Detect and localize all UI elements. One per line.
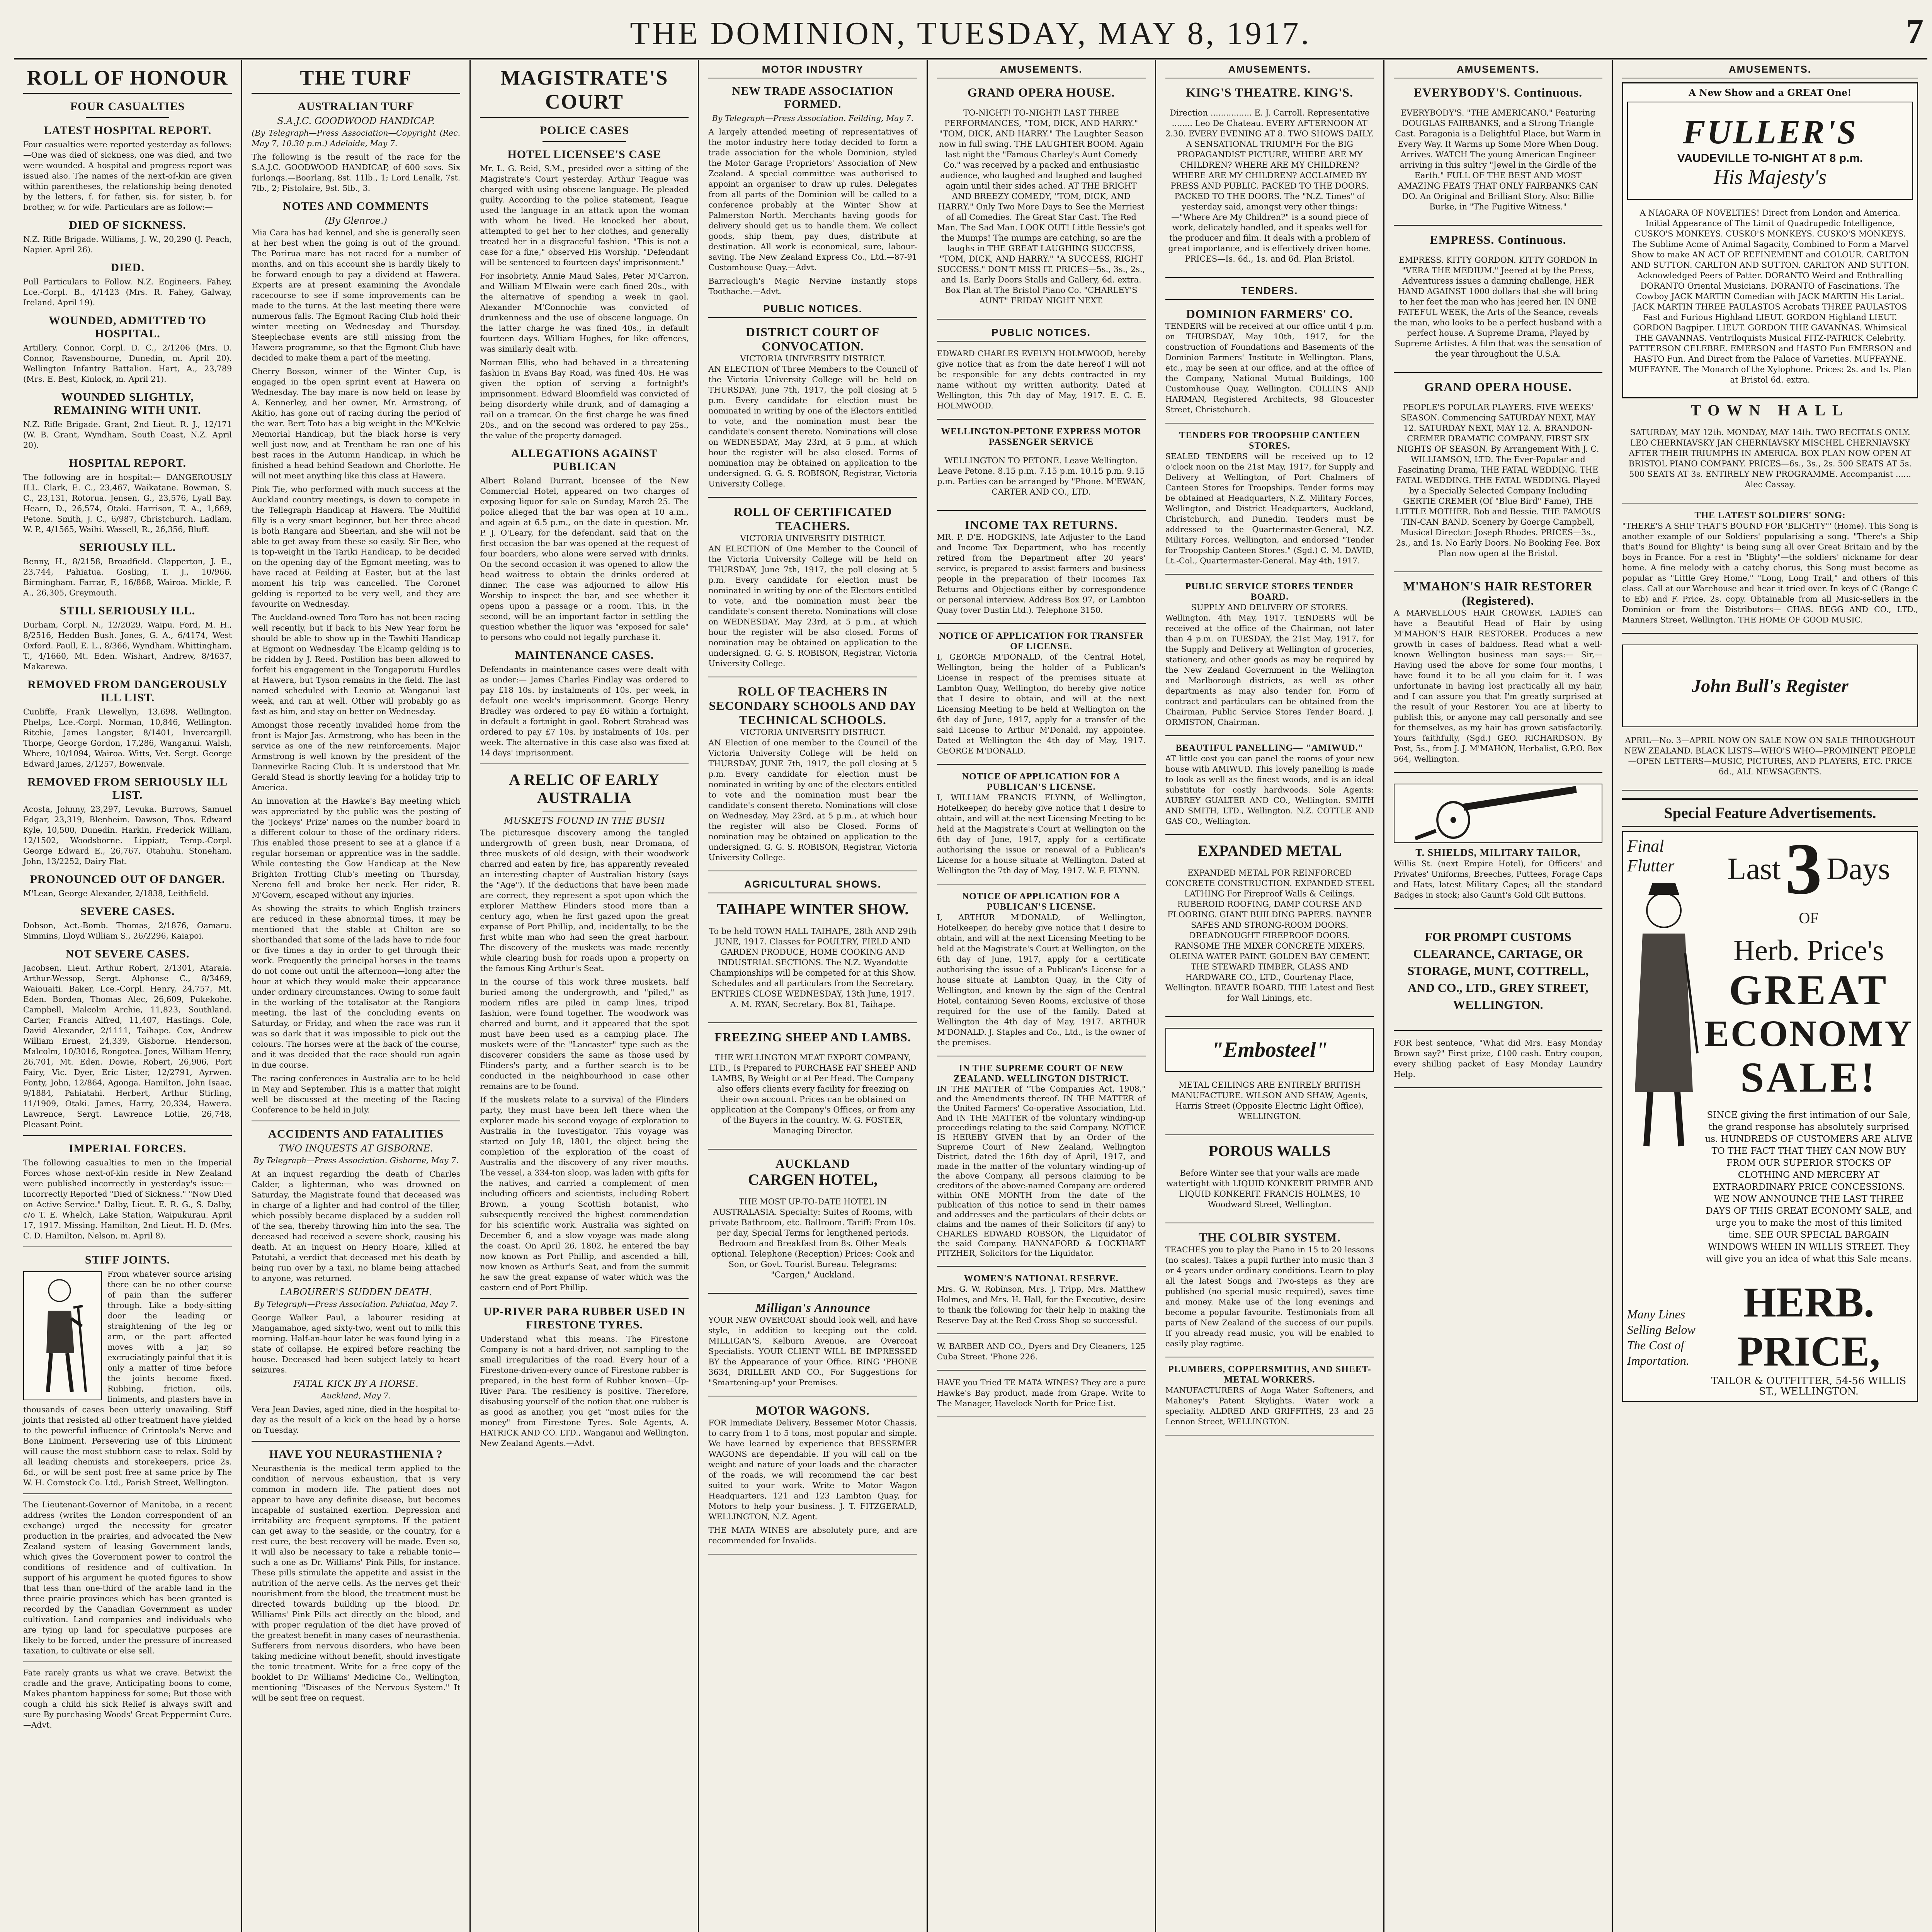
advert-title: EXPANDED METAL: [1197, 842, 1342, 859]
advert-text: AT little cost you can panel the rooms of your new house with AMIWUD. This lovely panelling is made to look as well as the finest woods, and is an ideal substitute for costly hardwoods. Sole Agents: AUBREY GUALTER AND CO., Wellington. SMITH AND SMITH, LTD., Wellington. N.Z. COTTLE AND GAS CO., Wellington.: [1165, 754, 1374, 826]
advert-income-tax: [937, 515, 1146, 624]
advert-text: Understand what this means. The Firestone Company is not a hard-driver, not sampling to the small irregularities of the road. Every hour of a Firestone-driven-every ounce of Firestone rubber is prepared, in the best form of Rubber known—Up-River Para. The resiliency is positive. Therefore, disabusing yourself of the notion that one rubber is as good as another, you get "most miles for the money" from Firestone Tyres. Sole Agents, A. HATRICK AND CO. LTD., Wanganui and Wellington, New Zealand Agents.—Advt.: [480, 1334, 689, 1448]
advert-plumbers: [1165, 1361, 1374, 1435]
advert-embosteel: [1165, 1021, 1374, 1135]
notice-secondary-teachers: [708, 681, 917, 871]
advert-text: EMPRESS. KITTY GORDON. KITTY GORDON In "VERA THE MEDIUM." Jeered at by the Press, Adventuress issues a damning challenge, HER HAND AGAINST 1000 dollars that she will bring to her feet the man who has jeered her. IN ONE FATEFUL WEEK, the Arts of the Seance, reveals the man, who looks to be a perfect husband with a perfect house. A Supreme Drama, Played by Supreme Artistes. A film that was the sensation of the year throughout the U.S.A.: [1394, 255, 1602, 359]
advert-text: Neurasthenia is the medical term applied to the condition of nervous exhaustion, that is very common in modern life. The patient does not appear to have any definite disease, but becomes incapable of sustained exertion. Depression and irritability are frequent symptoms. If the patient can get away to the seaside, or the country, for a rest cure, the best recovery will be made. Even so, it will also be necessary to take a reliable tonic—such a one as Dr. Williams' Pink Pills, for instance. These pills stimulate the appetite and assist in the nutrition of the nerve cells. As the nerves get their nourishment from the blood, the treatment must be directed towards building up the blood. Dr. Williams' Pink Pills act directly on the blood, and with proper regulation of the diet have proved of the greatest benefit in many cases of neurasthenia. Sufferers from nervous disorders, who have been taking medicine without benefit, should investigate the tonic treatment. Write for a free copy of the booklet to Dr. Williams' Medicine Co., Wellington, mentioning "Diseases of the Nervous System." It will be sent free on request.: [252, 1464, 461, 1702]
tender-title: DOMINION FARMERS' CO.: [1186, 307, 1353, 321]
herb-price-footer: [1627, 1278, 1913, 1397]
byline: (By Glenroe.): [325, 215, 388, 226]
article-text: A largely attended meeting of representatives of the motor industry here today decided to form a trade association for the whole Dominion, styled the Motor Garage Proprietors' Association of New Zealand. A special committee was authorised to appoint an organiser to draw up rules. Delegates from all parts of the Dominion will be called to a conference probably at the Winter Show at Palmerston North. Merchants having goods for delivery should get us to handle them. We collect goods, ship them, pay dues, distribute at destination. All work is economical, sure, labour-saving. The New Zealand Express Co., Ltd.—87-91 Customhouse Quay.—Advt.: [708, 127, 917, 272]
notice-holmwood: [937, 345, 1146, 420]
article-text: Albert Roland Durrant, licensee of the New Commercial Hotel, appeared on two charges of exposing liquor for sale on Sunday, March 25. The police alleged that the bar was open at 10 a.m., and again at 6.5 p.m., on the date in question. Mr. P. J. O'Leary, for the defendant, said that on the first occasion the bar was opened at the request of four boarders, who alone were served with drinks. On the second occasion it was opened to allow the head waitress to obtain the drinks ordered at dinner. The case was adjourned to allow His Worship to inspect the bar, and see whether it opens upon a passage or a room. This, in the second, will be an important factor in settling the question whether the liquor was "exposed for sale" to persons who could not legally purchase it.: [480, 476, 689, 642]
section-heading: PUBLIC NOTICES.: [937, 323, 1146, 342]
advert-text: EXPANDED METAL FOR REINFORCED CONCRETE CONSTRUCTION. EXPANDED STEEL LATHING For Fireproof Walls & Ceilings. RUBEROID ROOFING, DAMP COURSE AND FLOORING. GIANT BUILDING PAPERS. BAYNER SAFES AND STRONG-ROOM DOORS. DREADNOUGHT FIREPROOF DOORS. RANSOME THE MIXER CONCRETE MIXERS. OLEINA WATER PAINT. GOLDEN BAY CEMENT. THE STEWARD TIMBER, GLASS AND HARDWARE CO., LTD., Courtenay Place, Wellington. BEAVER BOARD. THE Latest and Best for Wall Linings, etc.: [1165, 868, 1374, 1003]
article-text: The following are in hospital:— DANGEROUSLY ILL. Clark, E. C., 23,467, Waikatane. Bowman, S. C., 23,131, Rotorua. Jensen, G., 23,576, Lyall Bay. Hearn, D., 26,574, Otaki. Harrison, T. A., 1,669, Petone. Smith, J. C., 6/987, Christchurch. Ladlam, W. P., 4/1565, Waihi. Wassell, R., 26,356, Bluff.: [23, 473, 232, 534]
section-heading: MAGISTRATE'S COURT: [480, 60, 689, 118]
subheading: FATAL KICK BY A HORSE.: [293, 1378, 418, 1389]
dateline: (By Telegraph—Press Association—Copyright (Rec. May 7, 10.30 p.m.) Adelaide, May 7.: [252, 128, 461, 148]
headline: A RELIC OF EARLY AUSTRALIA: [509, 771, 660, 806]
advert-taihape-show: [708, 897, 917, 1023]
advert-porous-walls: [1165, 1139, 1374, 1223]
notice-teachers: [708, 502, 917, 677]
masthead: [14, 0, 1927, 60]
notice-text: I, ARTHUR M'DONALD, of Wellington, Hotelkeeper, do hereby give notice that I desire to obtain, and will at the next Licensing Meeting to be held at the Magistrate's Court at Wellington, on the 6th day of June, 1917, apply for a certificate authorising the issue of a Publican's License for a house situate at Lambton Quay, in the City of Wellington, and known by the sign of the Central Hotel, containing Seven Rooms, exclusive of those required for the use of the family. Dated at Wellington the 4th day of May, 1917. ARTHUR M'DONALD. J. Staples and Co., Ltd., is the owner of the premises.: [937, 913, 1146, 1047]
headline: FOUR CASUALTIES: [70, 100, 185, 113]
advert-text: HAVE you Tried TE MATA WINES? They are a pure Hawke's Bay product, made from Grape. Write to The Manager, Havelock North for Price List.: [937, 1378, 1146, 1408]
article-text: Four casualties were reported yesterday as follows:—One was died of sickness, one was died, and two were wounded. A hospital and progress report was issued also. The names of the next-of-kin are given within parentheses, the relationship being denoted by the letters, f. for father, sis. for sister, b. for brother, w. for wife. Particulars are as follow:—: [23, 140, 232, 212]
advert-title: GRAND OPERA HOUSE.: [967, 85, 1115, 99]
notice-title: ROLL OF TEACHERS IN SECONDARY SCHOOLS AND DAY TECHNICAL SCHOOLS.: [709, 684, 917, 727]
section-heading: MOTOR INDUSTRY: [708, 60, 917, 78]
advert-text: YOUR NEW OVERCOAT should look well, and have style, in addition to keeping out the cold. MILLIGAN'S, Kelburn Avenue, are Overcoat Specialists. YOUR CLIENT WILL BE IMPRESSED BY the Appearance of your Office. RING 'PHONE 3634, DRILLER AND CO., For Suggestions for "Smartening-up" your Premises.: [708, 1315, 917, 1387]
advert-text: THE WELLINGTON MEAT EXPORT COMPANY, LTD., Is Prepared to PURCHASE FAT SHEEP AND LAMBS, By Weight or at Per Head. The Company also offers clients every facility for freezing on their own account. Prices can be obtained on application at the Company's Offices, or from any of the Buyers in the country. W. G. FOSTER, Managing Director.: [709, 1053, 917, 1135]
advert-herb-price: [1622, 828, 1918, 1402]
tender-text: TENDERS will be received at our office until 4 p.m. on THURSDAY, May 10th, 1917, for the construction of Foundations and Basements of the Dominion Farmers' Institute in Wellington. Plans, etc., may be seen at our office, and at the office of the Company, National Mutual Buildings, 100 Customhouse Quay, Wellington. COLLINS AND HARMAN, Registered Architects, 98 Gloucester Street, Christchurch.: [1165, 321, 1374, 414]
notice-text: AN ELECTION of Three Members to the Council of the Victoria University College will be held on THURSDAY, June 7th, 1917, the poll closing at 5 p.m. Every candidate for election must be nominated in writing by one of the Electors entitled to vote, and the nomination must bear the candidate's consent thereto. Nominations will close on WEDNESDAY, May 23rd, at 5 p.m., at which hour the register will be also closed. Forms of nomination may be obtained on application to the undersigned. G. G. S. ROBISON, Registrar, Victoria University College.: [708, 364, 917, 488]
headline: AUSTRALIAN TURF: [298, 100, 415, 113]
page-number: 7: [1906, 12, 1923, 51]
article-text: As showing the straits to which English trainers are reduced in these abnormal times, it may be mentioned that the stable at Chilton are so shorthanded that some of the lads have to ride four or five times a day in order to get through their work. Frequently the principal horses in the teams do not come out until the afternoon—long after the hour at which they would make their appearance under ordinary circumstances. Owing to some fault in the working of the totalisator at the Rangiora meeting, the last of the concluding events on Saturday, or Friday, and when the race was run it was so dark that it was impossible to pick out the colours. The horses were at the back of the course, and it was decided that the race should run again in due course.: [252, 904, 461, 1070]
advert-everybodys: [1394, 82, 1602, 226]
notice-title: NOTICE OF APPLICATION FOR TRANSFER OF LICENSE.: [939, 631, 1144, 651]
advert-john-bulls-register: [1622, 638, 1918, 791]
tender-title: PUBLIC SERVICE STORES TENDER BOARD.: [1185, 582, 1354, 602]
article-text: The racing conferences in Australia are to be held in May and September. This is a matter that might well be discussed at the meeting of the Racing Conference to be held in July.: [252, 1074, 461, 1114]
field-gun-illustration: [1394, 784, 1602, 843]
advert-text: From whatever source arising there can be no other course of pain than the sufferer through. Like a body-sitting door the leading or straightening of the leg or arm, or the part affected moves with a jar, so excruciatingly painful that it is only a matter of time before the joints become fixed. Rubbing, friction, oils, liniments, and plasters have in thousands of cases been utterly unavailing. Stiff joints that resisted all other treatment have yielded to the powerful influence of Crintoola's Nerve and Bone Liniment. Persevering use of this Liniment will cause the most stubborn case to relax. Sold by all leading chemists and storekeepers, price 2s. 6d., or will be sent post free at same price by The W. H. Comstock Co. Ltd., Parish Street, Wellington.: [23, 1269, 232, 1487]
tender-text: SEALED TENDERS will be received up to 12 o'clock noon on the 21st May, 1917, for Supply and Delivery at Wellington, of Port Chalmers of Canteen Stores for Troopships. Tender forms may be obtained at Headquarters, N.Z. Military Forces, Wellington, and District Headquarters, Auckland, Christchurch, and Dunedin. Tenders must be addressed to the Quartermaster-General, N.Z. Military Forces, Wellington, and endorsed "Tender for Troopship Canteen Stores." (Sgd.) C. M. DAVID, Lt.-Col., Quartermaster-General. May 4th, 1917.: [1165, 452, 1374, 565]
column-motor-and-notices: [699, 60, 927, 1932]
advert-title: WELLINGTON-PETONE EXPRESS MOTOR PASSENGER SERVICE: [941, 427, 1142, 447]
headline: STIFF JOINTS.: [85, 1253, 170, 1266]
article-text: Amongst those recently invalided home from the front is Major Jas. Armstrong, who has been in the service as one of the new reinforcements. Major Armstrong is well known by the president of the Dannevirke Racing Club. It is understood that Mr. Gerald Stead is shortly leaving for a holiday trip to America.: [252, 720, 461, 792]
article-text: An innovation at the Hawke's Bay meeting which was appreciated by the public was the posting of the 'Jockeys' Prize' names on the number board in a different colour to those of the ordinary riders. This enabled those present to see at a glance if a regular horseman or apprentice was in the saddle. While contesting the Gow Handicap at the New Brighton Trotting Club's meeting on Thursday, Nereno fell and broke her neck. Her rider, R. M'Govern, escaped without any injuries.: [252, 796, 461, 900]
advert-shields-tailor: [1394, 777, 1602, 909]
divider: [23, 1493, 232, 1494]
three-label: 3: [1785, 828, 1822, 910]
advert-text: TO-NIGHT! TO-NIGHT! LAST THREE PERFORMANCES, "TOM, DICK, AND HARRY." "TOM, DICK, AND HARRY." The Laughter Season now in full swing. THE LAUGHTER BOOM. Again last night the "Famous Charley's Aunt Comedy Co." was received by a packed and enthusiastic audience, who laughed and laughed and laughed again until their sides ached. AT THE BRIGHT AND BREEZY COMEDY, "TOM, DICK, AND HARRY." Only Two More Days to See the Merriest of all Comedies. The Great Star Cast. The Red Man. The Sad Man. LOOK OUT! Little Bessie's got the Mumps! The mumps are catching, so are the laughs in THE GREAT LAUGHING SUCCESS, "TOM, DICK, AND HARRY." "A SUCCESS, RIGHT SUCCESS." DON'T MISS IT. PRICES—5s., 3s., 2s., and 1s. Early Doors Stalls and Gallery, 6d. extra. Box Plan at The Bristol Piano Co. "CHARLEY'S AUNT" FRIDAY NIGHT NEXT.: [937, 108, 1146, 305]
notice-license-transfer: [937, 628, 1146, 765]
days-label: Days: [1827, 852, 1890, 886]
advert-title: AUCKLAND: [776, 1156, 850, 1170]
advert-fullers-vaudeville: [1622, 82, 1918, 398]
herb-price-title: HERB. PRICE,: [1737, 1279, 1880, 1375]
subheading: REMOVED FROM DANGEROUSLY ILL LIST.: [27, 678, 228, 704]
section-heading: AMUSEMENTS.: [1165, 60, 1374, 78]
tender-title: TENDERS FOR TROOPSHIP CANTEEN STORES.: [1179, 430, 1360, 451]
subheading: PRONOUNCED OUT OF DANGER.: [30, 873, 225, 886]
advert-text: APRIL—No. 3—APRIL NOW ON SALE NOW ON SALE THROUGHOUT NEW ZEALAND. BLACK LISTS—WHO'S WHO—PROMINENT PEOPLE—OPEN LETTERS—MUSIC, PICTURES, AND PLAYERS, ETC. PRICE 6d., ALL NEWSAGENTS.: [1624, 736, 1916, 776]
advert-text: EVERYBODY'S. "THE AMERICANO," Featuring DOUGLAS FAIRBANKS, and a Strong Triangle Cast. Paragonia is a Delightful Place, but Warm in Every Way. It Warms up Some More When Doug. Arrives. WATCH The young American Engineer arriving in this sultry "Jewel in the Girdle of the Earth." FULL OF THE BEST AND MOST AMAZING FEATS THAT ONLY FAIRBANKS CAN DO. An Original and Brilliant Story. Also: Billie Burke, in "The Fugitive Witness.": [1395, 108, 1601, 211]
advert-hair-restorer: [1394, 576, 1602, 773]
advert-title: POROUS WALLS: [1208, 1142, 1331, 1160]
notice-text: Mrs. G. W. Robinson, Mrs. J. Tripp, Mrs. Matthew Holmes, and Mrs. H. Hall, for the Executive, desire to thank the following for their help in making the Reserve Day at the Red Cross Shop so successful.: [937, 1284, 1146, 1325]
advert-soldiers-song: [1622, 507, 1918, 634]
divider: [23, 1135, 232, 1136]
herb-price-name: Herb. Price's: [1733, 934, 1884, 967]
article-text: Norman Ellis, who had behaved in a threatening fashion in Evans Bay Road, was fined 40s. He was given the option of serving a fortnight's imprisonment. Edward Bloomfield was convicted of being disorderly while drunk, and of damaging a rail on a tramcar. On the first charge he was fined 20s., and on the second was ordered to pay 25s., the value of the property damaged.: [480, 358, 689, 440]
advert-title: "Embosteel": [1211, 1038, 1328, 1062]
john-bull-illustration: [1622, 645, 1918, 727]
advert-cargen-hotel: [708, 1153, 917, 1294]
headline: LATEST HOSPITAL REPORT.: [44, 124, 212, 137]
column-magistrates-court: [471, 60, 699, 1932]
advert-title: GRAND OPERA HOUSE.: [1424, 380, 1572, 394]
subheading: SEVERE CASES.: [80, 905, 175, 918]
article-text: The picturesque discovery among the tangled undergrowth of green bush, near Dromana, of three muskets of old design, with their woodwork charred and eaten by fire, has apparently revealed an interesting chapter of Australian history (says the "Age"). If the deductions that have been made are correct, they represent a spot upon which the explorer Matthew Flinders stood more than a century ago, when he first gazed upon the great expanse of Port Phillip, and, incidentally, to be the first white man who had seen the great harbour. The discovery of the muskets was made recently while clearing bush for roads upon a property on the famous King Arthur's Seat.: [480, 828, 689, 973]
section-heading: TENDERS.: [1165, 282, 1374, 300]
notice-subtitle: VICTORIA UNIVERSITY DISTRICT.: [740, 534, 886, 543]
article-text: Vera Jean Davies, aged nine, died in the hospital to-day as the result of a kick on the head by a horse on Tuesday.: [252, 1405, 461, 1435]
advert-title: FREEZING SHEEP AND LAMBS.: [714, 1030, 911, 1044]
advert-title: INCOME TAX RETURNS.: [964, 518, 1118, 532]
subheading: WOUNDED, ADMITTED TO HOSPITAL.: [49, 314, 207, 340]
article-text: For insobriety, Annie Maud Sales, Peter M'Carron, and William M'Elwain were each fined 20s., with the alternative of spending a week in gaol. Alexander M'Connochie was convicted of drunkenness and the use of obscene language. On the latter charge he was fined 40s., in default fourteen days. William Hughes, for like offences, was similarly dealt with.: [480, 271, 689, 354]
advert-motor-wagons: [708, 1400, 917, 1554]
subheading: NOT SEVERE CASES.: [65, 947, 190, 960]
article-text: N.Z. Rifle Brigade. Grant, 2nd Lieut. R. J., 12/171 (W. B. Grant, Wyndham, South Coast, N.Z. April 20).: [23, 420, 232, 450]
column-amusements-2: [1156, 60, 1384, 1932]
column-amusements-3: [1384, 60, 1613, 1932]
column-amusements-4: [1613, 60, 1927, 1932]
section-heading: AMUSEMENTS.: [937, 60, 1146, 78]
advert-text: Before Winter see that your walls are made watertight with LIQUID KONKERIT PRIMER AND LIQUID KONKERIT. FRANCIS HOLMES, 10 Woodward Street, Wellington.: [1166, 1168, 1373, 1209]
advert-text: W. BARBER AND CO., Dyers and Dry Cleaners, 125 Cuba Street. 'Phone 226.: [937, 1342, 1146, 1361]
advert-text: PEOPLE'S POPULAR PLAYERS. FIVE WEEKS' SEASON. Commencing SATURDAY NEXT, MAY 12. SATURDAY NEXT, MAY 12. A. BRANDON-CREMER DRAMATIC COMPANY. FIRST SIX NIGHTS OF SEASON. By Arrangement With J. C. WILLIAMSON, LTD. The Ever-Popular and Fascinating Drama, THE FATAL WEDDING. THE FATAL WEDDING. THE FATAL WEDDING. Played by a Specially Selected Company Including GERTIE CREMER (Of "Blue Bird" Fame), THE LITTLE MOTHER. Bob and Bessie. THE FAMOUS TIN-CAN BAND. Scenery by Goerge Campbell, Musical Director: Joseph Rhodes. PRICES—3s., 2s., and 1s. No Early Doors. No Booking Fee. Box Plan now open at the Bristol.: [1395, 403, 1601, 558]
advert-text: TAILOR & OUTFITTER, 54-56 WILLIS ST., WELLINGTON.: [1711, 1375, 1906, 1397]
of-label: OF: [1799, 909, 1819, 927]
article-text: Artillery. Connor, Corpl. D. C., 2/1206 (Mrs. D. Connor, Ravensbourne, Dunedin, m. April 20). Wellington Infantry Battalion. Hart, A., 23,789 (Mrs. E. Best, Kinlock, m. April 21).: [23, 343, 232, 384]
advert-title: THE LATEST SOLDIERS' SONG:: [1694, 510, 1846, 520]
notice-text: AN ELECTION of One Member to the Council of the Victoria University College will be held on THURSDAY, June 7th, 1917, the poll closing at 5 p.m. Every candidate for election must be nominated in writing by one of the Electors entitled to vote, and the nomination must bear the candidate's consent thereto. Nominations will close on WEDNESDAY, May 23rd, at 5 p.m., at which hour the register will be also closed. Forms of nomination may be obtained on application to the undersigned. G. G. S. ROBISON, Registrar, Victoria University College.: [708, 544, 917, 668]
article-text: Pull Particulars to Follow. N.Z. Engineers. Fahey, Lce.-Corpl. B., 4/1423 (Mrs. R. Fahey, Galway, Ireland. April 19).: [23, 277, 232, 307]
article-text: Cunliffe, Frank Llewellyn, 13,698, Wellington. Phelps, Lce.-Corpl. Norman, 10,846, Wellington. Ritchie, James Langster, 8/1401, Invercargill. Thorpe, George Gordon, 17,286, Wanganui. Walsh, Where, 10/1094, Wairoa. Witts, Vet. Sergt. George Edward James, 2/1257, Bowenvale.: [23, 707, 232, 769]
advert-title: CARGEN HOTEL,: [748, 1171, 878, 1188]
embosteel-logo: [1165, 1028, 1374, 1072]
notice-text: I, WILLIAM FRANCIS FLYNN, of Wellington, Hotelkeeper, do hereby give notice that I desire to obtain, and will at the next Licensing Meeting to be held at the Magistrate's Court at Wellington on the 6th day of June, 1917, apply for a certificate authorising the issue or renewal of a Publican's License for a house situate at Wellington. Dated at Wellington the 7th day of May, 1917. W. F. FLYNN.: [937, 793, 1146, 875]
advert-text: THE MATA WINES are absolutely pure, and are recommended for Invalids.: [708, 1526, 917, 1545]
advert-text: FOR best sentence, "What did Mrs. Easy Monday Brown say?" First prize, £100 cash. Entry coupon, every shilling packet of Easy Monday Laundry Help.: [1393, 1038, 1602, 1079]
advert-cherniavsky: [1622, 398, 1918, 503]
notice-title: WOMEN'S NATIONAL RESERVE.: [964, 1274, 1119, 1284]
advert-text: A MARVELLOUS HAIR GROWER. LADIES can have a Beautiful Head of Hair by using M'MAHON'S HAIR RESTORER. Produces a new growth in cases of baldness. Read what a well-known Wellington business man says:— Sir,—Having used the above for some four months, I have found it to be all you claim for it. I was unfortunate in having lost practically all my hair, and I can assure you that I'm greatly surprised at the result of your Restorer. You are at liberty to publish this, or anyone may call personally and see for themselves, as my hair has grown satisfactorily. Yours faithfully, (Sgd.) GEO. RICHARDSON. By Post, 5s., from J. J. M'MAHON, Herbalist, G.P.O. Box 564, Wellington.: [1393, 608, 1602, 764]
headline: NEW TRADE ASSOCIATION FORMED.: [732, 85, 894, 111]
dateline: By Telegraph—Press Association. Feilding, May 7.: [712, 114, 914, 123]
last-three-days: [1704, 828, 1913, 910]
notice-text: AN Election of one member to the Council of the Victoria University College will be held on THURSDAY, JUNE 7th, 1917, the poll closing at 5 p.m. Every candidate for election must be nominated in writing by one of the electors entitled to vote and the nomination must bear the candidate's consent thereto. Nominations will close on Wednesday, May 23rd, at 5 p.m., at which hour the register will also be Closed. Forms of nomination may be obtained on application to the undersigned. G. G. S. ROBISON, Registrar, Victoria University College.: [708, 738, 917, 862]
advert-title: BEAUTIFUL PANELLING— "AMIWUD.": [1175, 743, 1364, 753]
notice-title: ROLL OF CERTIFICATED TEACHERS.: [733, 505, 892, 533]
section-heading: THE TURF: [252, 60, 460, 94]
divider: [252, 1441, 460, 1442]
advert-easy-monday: [1394, 1035, 1602, 1088]
article-text: Defendants in maintenance cases were dealt with as under:— James Charles Findlay was ordered to pay £18 10s. by instalments of 10s. per week, in default one week's imprisonment. George Henry Bradley was ordered to pay £6 within a fortnight, in default a fortnight in gaol. Robert Strahead was ordered to pay £7 10s. by instalments of 10s. per week. The alternative in this case also was fixed at 14 days' imprisonment.: [480, 665, 689, 757]
dateline: Auckland, May 7.: [321, 1391, 391, 1400]
column-the-turf: [242, 60, 471, 1932]
advert-text: SATURDAY, MAY 12th. MONDAY, MAY 14th. TWO RECITALS ONLY. LEO CHERNIAVSKY JAN CHERNIAVSKY MISCHEL CHERNIAVSKY AFTER THEIR TRIUMPHS IN AMERICA. BOX PLAN NOW OPEN AT BRISTOL PIANO COMPANY. PRICES—6s., 3s., 2s. 500 SEATS AT 5s. 500 SEATS AT 3s. ENTIRELY NEW PROGRAMME. Accompanist ...... Alec Cassay.: [1628, 428, 1912, 489]
advert-text: TEACHES you to play the Piano in 15 to 20 lessons (no scales). Takes a pupil further into music than 3 or 4 years under ordinary conditions. Learn to play all the latest Songs and Two-steps as they are published (no special music required), saves time and money. Make use of the long evenings and become a popular favourite. Testimonials from all parts of New Zealand of the success of our pupils. If you already read music, you will be enabled to easily play ragtime.: [1165, 1245, 1374, 1348]
divider: [480, 1298, 689, 1299]
article-text: If the muskets relate to a survival of the Flinders party, they must have been left there when the explorer made his second voyage of exploration to Australia in the Investigator. This voyage was started on July 18, 1801, the object being the completion of the exploration of the coast of Australia and the discovery of any river mouths. The vessel, a 334-ton sloop, was laden with gifts for the natives, and carried a complement of men including officers and scientists, including Robert Brown, a young Scottish botanist, who subsequently received the highest commendation for his scientific work. Australia was sighted on December 6, and a slow voyage was made along the coast. On April 26, 1802, he entered the bay now known as Port Phillip, and ascended a hill, now known as Arthur's Seat, and from the summit he saw the great expanse of water which was the eastern end of Port Phillip.: [480, 1095, 689, 1292]
section-heading: ROLL OF HONOUR: [23, 60, 232, 94]
dateline: By Telegraph—Press Association. Pahiatua, May 7.: [254, 1299, 458, 1309]
section-heading: AMUSEMENTS.: [1394, 60, 1602, 78]
tender-text: Wellington, 4th May, 1917. TENDERS will be received at the office of the Chairman, not later than 4 p.m. on TUESDAY, the 21st May, 1917, for the Supply and Delivery at Wellington of groceries, stationery, and other goods as may be required by the New Zealand Government in the Wellington and Marlborough districts, as well as other departments as may also tender for. Form of contract and particulars can be obtained from the Chairman, Public Service Stores Tender Board. J. ORMISTON, Chairman.: [1165, 613, 1374, 727]
advert-text: FOR Immediate Delivery, Bessemer Motor Chassis, to carry from 1 to 5 tons, most popular and simple. We have learned by experience that BESSEMER WAGONS are dependable. If you will call on the weight and nature of your loads and the character of the roads, we will recommend the car best suited to your work. Write to Motor Wagon Headquarters, 121 and 123 Lambton Quay, for Motors to help your business. J. T. FITZGERALD, WELLINGTON, N.Z. Agent.: [708, 1418, 917, 1521]
notice-title: IN THE SUPREME COURT OF NEW ZEALAND. WELLINGTON DISTRICT.: [954, 1063, 1129, 1084]
notice-subtitle: VICTORIA UNIVERSITY DISTRICT.: [740, 728, 886, 737]
section-heading: AMUSEMENTS.: [1622, 60, 1918, 78]
notice-title: NOTICE OF APPLICATION FOR A PUBLICAN'S LICENSE.: [962, 772, 1121, 792]
advert-barber: [937, 1338, 1146, 1371]
advert-colbir: [1165, 1227, 1374, 1357]
notice-subtitle: VICTORIA UNIVERSITY DISTRICT.: [740, 354, 886, 363]
advert-text: MR. P. D'E. HODGKINS, late Adjuster to the Land and Income Tax Department, who has recently retired from the Department after 20 years' service, is prepared to assist farmers and business people in the preparation of their Incomes Tax Returns and Objections either by correspondence or personal interview. Address Box 97, or Lambton Quay (over Dustin Ltd.). Telephone 3150.: [937, 532, 1146, 615]
subheading: SERIOUSLY ILL.: [79, 541, 176, 554]
advert-title: MOTOR WAGONS.: [756, 1403, 870, 1417]
sale-label: SALE!: [1740, 1054, 1877, 1101]
subheading: MUSKETS FOUND IN THE BUSH: [504, 815, 665, 826]
advert-text: Willis St. (next Empire Hotel), for Officers' and Privates' Uniforms, Breeches, Puttees, Forage Caps and Hats, latest Military Capes; all the standard Badges in stock; also Gaunt's Gold Gilt Buttons.: [1393, 859, 1602, 900]
headline: IMPERIAL FORCES.: [68, 1142, 187, 1155]
subheading: DIED OF SICKNESS.: [69, 219, 186, 231]
headline: HAVE YOU NEURASTHENIA ?: [269, 1448, 443, 1461]
herb-price-address: [1704, 1278, 1913, 1397]
advert-title: His Majesty's: [1713, 165, 1827, 189]
tender-troopship: [1165, 427, 1374, 575]
special-feature-heading: Special Feature Advertisements.: [1622, 798, 1918, 827]
advert-empress: [1394, 230, 1602, 373]
advert-text: A New Show and a GREAT One!: [1689, 87, 1852, 98]
advert-customs-clearance: [1394, 913, 1602, 1031]
article-text: The following casualties to men in the Imperial Forces whose next-of-kin reside in New Zealand were published incorrectly in yesterday's issue:— Incorrectly Reported "Died of Sickness." "Now Died on Active Service." Dalby, Lieut. E. R. G., S. Dalby, c/o T. E. Whelch, Lake Station, Waipukurau. April 17, 1917. Missing. Hamilton, 2nd Lieut. H. D. (Mrs. C. D. Hamilton, Nelson, m. April 8).: [23, 1158, 232, 1240]
advert-title: FULLER'S: [1682, 113, 1858, 151]
article-text: Jacobsen, Lieut. Arthur Robert, 2/1301, Ataraia. Arthur-Wessop, Sergt. Alphonse C., 8/3469, Waiouaiti. Baker, Lce.-Corpl. Henry, 24,757, Mt. Eden. Borden, Thomas Alec, 26,609, Pukekohe. Campbell, Malcolm Archie, 11,823, Southland. Carter, Francis Alfred, 11,407, Hastings. Cole, David Alexander, 2/1111, Taihape. Cox, Andrew William Ernest, 24,339, Gisborne. Henderson, Malcolm, 10/3016, Rongotea. Jones, William Henry, 26,701, Mt. Eden. Dowie, Robert, 26,906, Port Fairy, Vic. Dyer, Eric Lister, 12/2791, Ayrwen. Fonty, John, 12/864, Agonga. Hamilton, John Isaac, 9/1884, Pahiatahi. Herbert, Arthur Stirling, 11/1909, Otaki. James, Harry, 20,334, Hawera. Lawrence, Sergt. Lawrence Lotiie, 26,748, Pleasant Point.: [23, 963, 232, 1129]
many-lines-text: Many Lines Selling Below The Cost of Importation.: [1627, 1307, 1696, 1367]
advert-text: A NIAGARA OF NOVELTIES! Direct from London and America. Initial Appearance of The Limit of Quadrupedic Intelligence, CUSKO'S MONKEYS. CUSKO'S MONKEYS. CUSKO'S MONKEYS. The Sublime Acme of Animal Sagacity, Combined to Form a Marvel Show to make AN ACT OF REFINEMENT and COLOUR. CARLTON AND SUTTON. CARLTON AND SUTTON. CARLTON AND SUTTON. Acknowledged Peers of Patter. DORANTO Weird and Enthralling DORANTO Oriental Musicians. DORANTO of Fascinations. The Cowboy JACK MARTIN Comedian with JACK MARTIN His Lariat. JACK MARTIN THREE PAULASTOS Acrobats THREE PAULASTOS Fast and Furious Highland LIEUT. GORDON Highland LIEUT. GORDON Bagpiper. LIEUT. GORDON THE GAVANNAS. Whimsical THE GAVANNAS. Ventriloquists Musical FITZ-PATRICK Celebrity. PATTERSON CELEBRE. EMERSON and HASTO Fun EMERSON and HASTO Fun. And Direct from the Palace of Varieties. MUFFAYNE. MUFFAYNE. The Monarch of the Xylophone. Prices: 2s. and 1s. Plan at Bristol 6d. extra.: [1628, 208, 1912, 384]
notice-womens-reserve: [937, 1270, 1146, 1334]
advert-text: "THERE'S A SHIP THAT'S BOUND FOR 'BLIGHTY'" (Home). This Song is another example of our Soldiers' popularising a song. "There's a Ship that's Bound for Blighty" is being sung all over Great Britain and by the boys in France. For a rest in "Blighty"—the soldiers' nickname for dear home. A fine melody with a catchy chorus, this Song must become as popular as "Little Grey Home," "Long, Long Trail," and others of this class. Call at our Warehouse and hear it tried over. In keys of C (Range C to Eb) and F. Price, 2s. copy. Obtainable from all Music-sellers in the Dominion or from the Distributors— CHAS. BEGG AND CO., LTD., Manners Street, Wellington. THE HOME OF GOOD MUSIC.: [1622, 521, 1918, 624]
advert-title: EVERYBODY'S. Continuous.: [1413, 85, 1583, 99]
article-text: The Lieutenant-Governor of Manitoba, in a recent address (writes the London correspondent of an exchange) urged the necessity for greater production in the prairies, and advocated the New Zealand system of leasing Government lands, which gives the Government power to control the conditions of residence and of cultivation. In support of his argument he quoted figures to show that less than one-third of the arable land in the three prairie provinces which has been granted is recorded by the Canadian Government as under cultivation. Land companies and individuals who are tying up land for speculative purposes are likely to be forced, under the pressure of increased taxation, to cultivate or else sell.: [23, 1500, 232, 1655]
divider: [86, 117, 169, 118]
headline: ACCIDENTS AND FATALITIES: [268, 1128, 444, 1140]
subheading: STILL SERIOUSLY ILL.: [60, 604, 196, 617]
notice-text: EDWARD CHARLES EVELYN HOLMWOOD, hereby give notice that as from the date hereof I will not be responsible for any debts contracted in my name without my written authority. Dated at Wellington, this 7th day of May, 1917. E. C. E. HOLMWOOD.: [937, 349, 1146, 410]
economy-label: ECONOMY: [1704, 1013, 1913, 1054]
gentleman-figure-illustration: [1627, 876, 1701, 1154]
advert-text: METAL CEILINGS ARE ENTIRELY BRITISH MANUFACTURE. WILSON AND SHAW, Agents, Harris Street (Opposite Electric Light Office), WELLINGTON.: [1171, 1080, 1368, 1121]
headline: UP-RIVER PARA RUBBER USED IN FIRESTONE TYRES.: [483, 1305, 685, 1331]
herb-price-top: [1627, 828, 1913, 1274]
fullers-logo: [1627, 102, 1913, 200]
advert-title: EMPRESS. Continuous.: [1430, 233, 1566, 247]
advert-title: PLUMBERS, COPPERSMITHS, AND SHEET-METAL WORKERS.: [1168, 1364, 1371, 1385]
advert-amiwud: [1165, 740, 1374, 835]
advert-title: TOWN HALL: [1690, 401, 1850, 419]
advert-kings-theatre: [1165, 82, 1374, 278]
advert-title: Milligan's Announce: [755, 1301, 871, 1315]
advert-title: T. SHIELDS, MILITARY TAILOR,: [1415, 847, 1581, 858]
advert-title: THE COLBIR SYSTEM.: [1199, 1230, 1341, 1244]
article-text: At an inquest regarding the death of Charles Calder, a lighterman, who was drowned on Saturday, the Magistrate found that deceased was in charge of a lighter and had control of the tiller, which possibly became displaced by a sudden roll of the sea, thereby throwing him into the sea. The deceased had received a severe shock, causing his death. At an inquest on Henry Hoare, killed at Patutahi, a verdict that deceased met his death by being run over by a taxi, no blame being attached to anyone, was returned.: [252, 1169, 461, 1283]
article-text: In the course of this work three muskets, half buried among the undergrowth, and "piled," as modern rifles are piled in camp lines, tripod fashion, were found together. The woodwork was charred and burnt, and it appeared that the spot must have been used as a camping place. The muskets were of the "Lancaster" type such as the discoverer considers the same as those used by Flinders's party, and a further search is to be conducted in the neighbourhood in case other remains are to be found.: [480, 977, 689, 1091]
notice-license-mdonald: [937, 888, 1146, 1056]
section-heading: AGRICULTURAL SHOWS.: [708, 875, 917, 893]
notice-title: DISTRICT COURT OF CONVOCATION.: [746, 325, 880, 353]
great-label: GREAT: [1729, 966, 1889, 1014]
notice-license-flynn: [937, 769, 1146, 884]
last-label: Last: [1727, 852, 1781, 886]
subheading: ALLEGATIONS AGAINST PUBLICAN: [511, 447, 658, 473]
subheading: HOSPITAL REPORT.: [69, 457, 187, 469]
advert-text: To be held TOWN HALL TAIHAPE, 28th AND 29th JUNE, 1917. Classes for POULTRY, FIELD AND GARDEN PRODUCE, HOME COOKING AND INDUSTRIAL SECTIONS. The N.Z. Wyandotte Championships will be competed for at this Show. Schedules and all particulars from the Secretary. ENTRIES CLOSE WEDNESDAY, 13th June, 1917. A. M. RYAN, Secretary. Box 81, Taihape.: [709, 927, 917, 1009]
advert-text: Direction ................ E. J. Carroll. Representative ........ Leo De Chateau. EVERY AFTERNOON AT 2.30. EVERY EVENING AT 8. TWO SHOWS DAILY. A SENSATIONAL TRIUMPH For the BIG PROPAGANDIST PICTURE, WHERE ARE MY CHILDREN? WHERE ARE MY CHILDREN? WHERE ARE MY CHILDREN? ACCLAIMED BY PRESS AND PUBLIC. PACKED TO THE DOORS. PACKED TO THE DOORS. The "N.Z. Times" of yesterday said, amongst very other things:—"Where Are My Children?" is a sound piece of work, delicately handled, and it speaks well for the producer and film. It deals with a problem of great importance, and is effectively driven home. PRICES—Is. 6d., 1s. and 6d. Plan Bristol.: [1165, 108, 1374, 264]
masthead-title: THE DOMINION, TUESDAY, MAY 8, 1917.: [630, 15, 1311, 51]
article-text: Acosta, Johnny, 23,297, Levuka. Burrows, Samuel Edgar, 23,319, Blenheim. Dawson, Thos. Edward Kyle, 10,500, Dunedin. Harkin, Frederick William, 12/1502, Woodsborne. Lippiatt, Temp.-Corpl. George Edward E., 26,767, Otahuhu. Stoneham, John, 13/2252, Dairy Flat.: [23, 804, 232, 866]
article-text: N.Z. Rifle Brigade. Williams, J. W., 20,290 (J. Peach, Napier. April 26).: [23, 235, 232, 254]
flutter-label: Flutter: [1627, 856, 1675, 875]
divider: [543, 141, 626, 142]
subheading: REMOVED FROM SERIOUSLY ILL LIST.: [27, 776, 228, 801]
advert-text: Barraclough's Magic Nervine instantly stops Toothache.—Advt.: [708, 276, 917, 296]
subheading: DIED.: [111, 261, 145, 274]
notice-text: I, GEORGE M'DONALD, of the Central Hotel, Wellington, being the holder of a Publican's License in respect of the premises situate at Lambton Quay, Wellington, do hereby give notice that I desire to obtain, and will at the next Licensing Meeting to be held at Wellington on the 6th day of June, 1917, apply for a transfer of the said License to Arthur M'Donald, my appointee. Dated at Wellington the 4th day of May, 1917. GEORGE M'DONALD.: [937, 652, 1146, 755]
subheading: TWO INQUESTS AT GISBORNE.: [279, 1143, 433, 1154]
advert-title: M'MAHON'S HAIR RESTORER (Registered).: [1403, 579, 1593, 607]
subheading: WOUNDED SLIGHTLY, REMAINING WITH UNIT.: [54, 391, 201, 417]
advert-title: VAUDEVILLE TO-NIGHT AT 8 p.m.: [1677, 151, 1863, 165]
article-text: Mia Cara has had kennel, and she is generally seen at her best when the going is out of the ground. The Porirua mare has not raced for a number of months, and on this account she is hardly likely to be forward enough to pay a dividend at Hawera. Experts are at present examining the Avondale racecourse to see if some improvements can be made to the turns. At the last meeting there were numerous falls. The Egmont Racing Club hold their winter meeting on Wednesday and Thursday. Steeplechase events are still missing from the Hawera programme, so that the Egmont Club have decided to make them a part of the meeting.: [252, 228, 461, 362]
notice-text: IN THE MATTER of "The Companies Act, 1908," and the Amendments thereof. IN THE MATTER of the United Farmers' Co-operative Association, Ltd. And IN THE MATTER of the voluntary winding-up proceedings relating to the said Company. NOTICE IS HEREBY GIVEN that by an Order of the Supreme Court of New Zealand, Wellington District, dated the 16th day of April, 1917, and made in the matter of the voluntary winding-up of the above Company, all persons claiming to be creditors of the above-named Company are ordered within ONE MONTH from the date of the publication of this notice to send in their names and addresses and the particulars of their debts or claims and the names of their Solicitors (if any) to CHARLES EDWARD ROBSON, the Liquidator of the said Company. HANNAFORD & LOCKHART PITZHER, Solicitors for the Liquidator.: [937, 1084, 1146, 1258]
herb-price-figure-panel: [1627, 836, 1701, 1274]
article-text: Cherry Bosson, winner of the Winter Cup, is engaged in the open sprint event at Hawera on Wednesday. The bay mare is now held on lease by A. Kennerley, and her owner, Mr. Armstrong, of Akitio, has gone out of racing during the period of the war. Bert Toto has a big weight in the M'Kelvie Memorial Handicap, but the black horse is very well just now, and at Trentham he ran one of his best races in the Autumn Handicap, in which he finished a head behind Seadown and Chorlotte. He will not meet anything like this class at Hawera.: [252, 367, 461, 480]
subheading: MAINTENANCE CASES.: [515, 649, 654, 662]
article-text: George Walker Paul, a labourer residing at Mangamahoe, aged sixty-two, went out to milk this morning. Half-an-hour later he was found lying in a state of collapse. He expired before reaching the house. Deceased had been subject lately to heart seizures.: [252, 1313, 461, 1374]
article-text: Benny, H., 8/2158, Broadfield. Clapperton, J. E., 23,744, Pahiatua. Gosling, T. J., 10/966, Birmingham. Farrar, F., 16/868, Wairoa. Mickle, F. A., 26,305, Greymouth.: [23, 557, 232, 597]
tender-public-stores: [1165, 578, 1374, 736]
advert-title: KING'S THEATRE. KING'S.: [1186, 85, 1354, 99]
article-text: Dobson, Act.-Bomb. Thomas, 2/1876, Oamaru. Simmins, Lloyd William S., 26/2296, Kaiapoi.: [23, 921, 232, 940]
article-text: M'Lean, George Alexander, 2/1838, Leithfield.: [23, 889, 209, 898]
advert-title: John Bull's Register: [1692, 675, 1849, 696]
advert-text: FOR PROMPT CUSTOMS CLEARANCE, CARTAGE, OR STORAGE, MUNT, COTTRELL, AND CO., LTD., GREY STREET, WELLINGTON.: [1407, 930, 1589, 1012]
article-text: The Auckland-owned Toro Toro has not been racing well recently, but if back to his New Year form he should be able to show up in the Tawhiti Handicap at Egmont on Wednesday. The Elcamp gelding is to be ridden by J. Reed. Postilion has been allowed to forfeit his engagement in the Tongaporutu Hurdles at Hawera, but Tyson remains in the field. The last named scheduled with Leonio at Wanganui last week, and ran at well. Other will probably go as fast as him, and stay on better on Wednesday.: [252, 613, 461, 716]
article-text: The following is the result of the race for the S.A.J.C. GOODWOOD HANDICAP, of 600 sovs. Six furlongs.—Boorlang, 8st. 11lb., 1; Lord Lenalk, 7st. 7lb., 2; Pistolaire, 9st. 5lb., 3.: [252, 152, 461, 193]
notice-supreme-court: [937, 1060, 1146, 1267]
final-label: Final: [1627, 837, 1664, 855]
notice-convocation: [708, 322, 917, 498]
advert-te-mata: [937, 1374, 1146, 1417]
headline: NOTES AND COMMENTS: [283, 200, 429, 213]
advert-grand-opera-house: [937, 82, 1146, 320]
advert-text: MANUFACTURERS of Aoga Water Softeners, and Mahoney's Patent Skylights. Water work a speciality. ALDRED AND GRIFFITHS, 23 and 25 Lennon Street, WELLINGTON.: [1165, 1386, 1374, 1426]
subheading: LABOURER'S SUDDEN DEATH.: [280, 1287, 432, 1298]
herb-price-copy: [1704, 828, 1913, 1274]
advert-petone-express: [937, 423, 1146, 511]
advert-text: Fate rarely grants us what we crave. Betwixt the cradle and the grave, Anticipating boons to come, Makes phantom happiness for some; But those with cough a child his sick Relief is always swift and sure By purchasing Woods' Great Peppermint Cure.—Advt.: [23, 1668, 232, 1730]
advert-grand-opera-players: [1394, 377, 1602, 572]
tender-dominion-farmers: [1165, 304, 1374, 423]
tender-subtitle: SUPPLY AND DELIVERY OF STORES.: [1191, 603, 1349, 612]
dateline: By Telegraph—Press Association. Gisborne, May 7.: [253, 1156, 459, 1165]
notice-title: NOTICE OF APPLICATION FOR A PUBLICAN'S LICENSE.: [962, 891, 1121, 912]
section-heading: PUBLIC NOTICES.: [708, 300, 917, 318]
subheading: S.A.J.C. GOODWOOD HANDICAP.: [277, 116, 435, 126]
columns: [14, 60, 1927, 1932]
advert-expanded-metal: [1165, 839, 1374, 1017]
column-roll-of-honour: [14, 60, 242, 1932]
advert-text: SINCE giving the first intimation of our Sale, the grand response has absolutely surprised us. HUNDREDS OF CUSTOMERS ARE ALIVE TO THE FACT THAT THEY CAN NOW BUY FROM OUR SUPERIOR STOCKS OF CLOTHING AND MERCERY AT EXTRAORDINARY PRICE CONCESSIONS. WE NOW ANNOUNCE THE LAST THREE DAYS OF THIS GREAT ECONOMY SALE, and urge you to make the most of this limited time. SEE OUR SPECIAL BARGAIN WINDOWS WHEN IN WILLIS STREET. They will give you an idea of what this Sale means.: [1705, 1110, 1913, 1264]
advert-text: THE MOST UP-TO-DATE HOTEL IN AUSTRALASIA. Specialty: Suites of Rooms, with private Bathroom, etc. Ballroom. Tariff: From 10s. per day, Special Terms for lengthened periods. Bedroom and Breakfast from 8s. Other Meals optional. Telephone (Reception) Prices: Cook and Son, or Govt. Tourist Bureau. Telegrams: "Cargen," Auckland.: [709, 1197, 916, 1279]
article-text: Durham, Corpl. N., 12/2029, Waipu. Ford, M. H., 8/2516, Hedden Bush. Jones, G. A., 6/4174, West Oxford. Paull, E. L., 8/366, Wyndham. Whittingham, T., 4/1660, Mt. Eden. Wishart, Andrew, 8/4637, Makarewa.: [23, 620, 232, 671]
article-text: Mr. L. G. Reid, S.M., presided over a sitting of the Magistrate's Court yesterday. Arthur Teague was charged with using obscene language. He pleaded guilty. According to the police statement, Teague used the language in an attack upon the woman with whom he lived. He knocked her about, attempted to get her to her clothes, and generally treated her in a disgraceful fashion. "This is not a case for a fine," observed His Worship. "Defendant will be sentenced to fourteen days' imprisonment.": [480, 164, 689, 267]
article-text: Pink Tie, who performed with much success at the Auckland country meetings, is down to compete in the Tellegraph Handicap at Hawera. The Multifid filly is a very smart beginner, but her three ahead is both Rangara and Sheerian, and she will not be able to get away from these so easily. Sir Bee, who is top-weight in the Tariki Handicap, to be decided on the opening day of the Egmont meeting, was to have raced at Feilding at Easter, but at the last moment his trip was cancelled. The Coronet gelding is reported to be very well, and they are favourite on Wednesday.: [252, 485, 461, 609]
advert-title: TAIHAPE WINTER SHOW.: [717, 900, 909, 918]
column-amusements-1: [928, 60, 1156, 1932]
headline: POLICE CASES: [539, 124, 629, 137]
advert-freezing: [708, 1027, 917, 1150]
man-with-crutch-illustration: [23, 1271, 102, 1400]
headline: HOTEL LICENSEE'S CASE: [507, 148, 662, 161]
advert-text: WELLINGTON TO PETONE. Leave Wellington. Leave Petone. 8.15 p.m. 7.15 p.m. 10.15 p.m. 9.15 p.m. Parties can be arranged by "Phone. M'EWAN, CARTER AND CO., LTD.: [937, 456, 1146, 497]
advert-milligans: [708, 1298, 917, 1396]
